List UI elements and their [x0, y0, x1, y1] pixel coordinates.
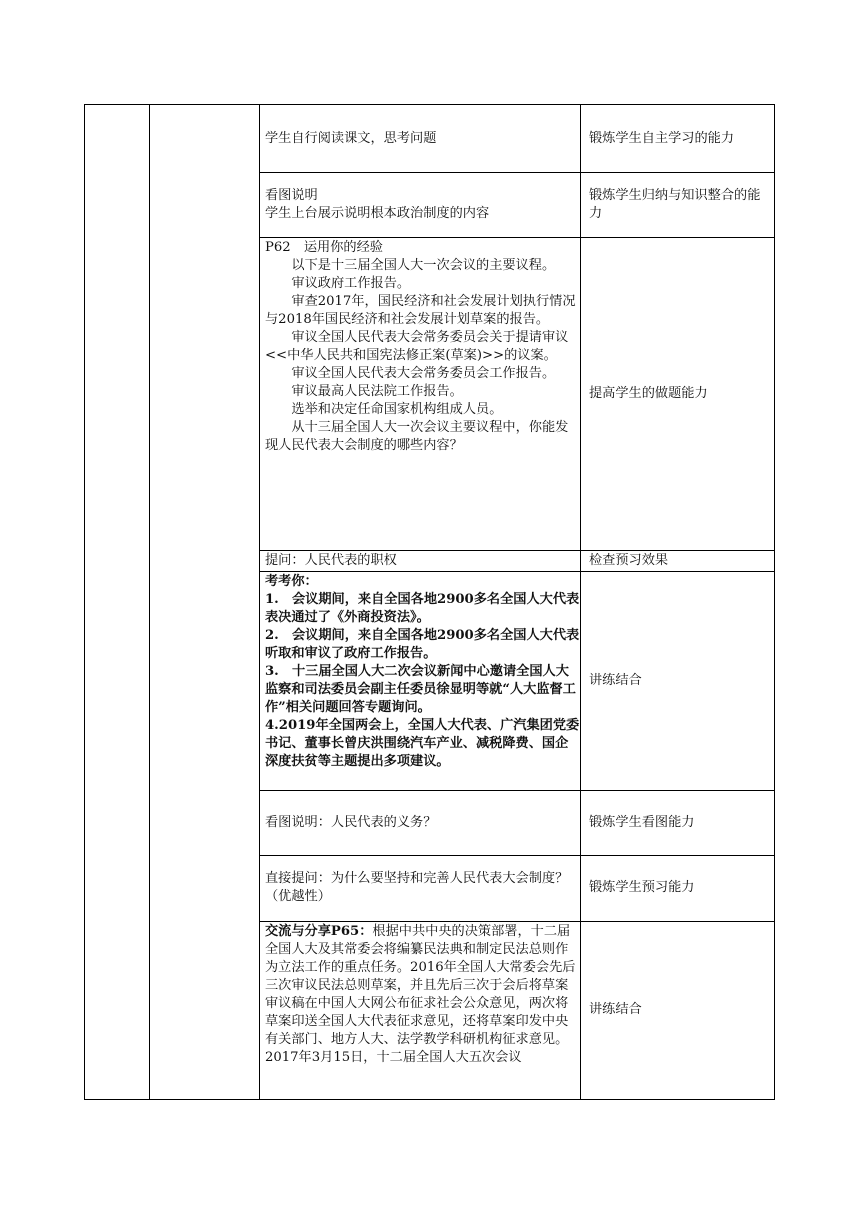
- activity-text: 学生自行阅读课文，思考问题: [265, 130, 437, 146]
- agenda-paragraph: 以下是十三届全国人大一次会议的主要议程。: [291, 258, 556, 273]
- share-paragraph: [265, 923, 581, 1067]
- goal-cell: [589, 172, 771, 237]
- activity-text: 提问：人民代表的职权: [265, 552, 397, 568]
- goal-cell: [589, 855, 771, 921]
- goal-cell: [589, 550, 771, 571]
- goal-text: 检查预习效果: [589, 552, 669, 568]
- activity-cell: [265, 105, 581, 172]
- goal-text: 锻炼学生看图能力: [589, 814, 695, 830]
- agenda-paragraph: 审查2017年，国民经济和社会发展计划执行情况与2018年国民经济和社会发展计划草案的报告。: [265, 294, 576, 327]
- quiz-item: 3. 十三届全国人大二次会议新闻中心邀请全国人大监察和司法委员会副主任委员徐显明等就“人大监督工作”相关问题回答专题询问。: [265, 664, 576, 715]
- activity-text: 直接提问：为什么要坚持和完善人民代表大会制度？（优越性）: [265, 871, 569, 904]
- activity-cell: [265, 239, 581, 549]
- column-divider-1: [149, 105, 150, 1099]
- share-body: 根据中共中央的决策部署，十二届全国人大及其常委会将编纂民法典和制定民法总则作为立法工作的重点任务。2016年全国人大常委会先后三次审议民法总则草案，并且先后三次于会后将草案审议稿在中国人大网公布征求社会公众意见，两次将草案印送全国人大代表征求意见，还将草案印发中央有关部门、地方人大、法学教学科研机构征求意见。2017年3月15日，十二届全国人大五次会议: [265, 924, 576, 1065]
- goal-text: 锻炼学生归纳与知识整合的能力: [589, 187, 761, 221]
- goal-text: 锻炼学生预习能力: [589, 880, 695, 895]
- goal-cell: [589, 571, 771, 790]
- activity-text: 看图说明: [265, 187, 318, 203]
- agenda-paragraph: 审议最高人民法院工作报告。: [291, 384, 463, 399]
- activity-cell: [265, 855, 581, 921]
- goal-text: 讲练结合: [589, 672, 642, 688]
- goal-text: 提高学生的做题能力: [589, 385, 708, 401]
- agenda-paragraph: 审议政府工作报告。: [291, 276, 411, 291]
- activity-cell: [265, 550, 581, 571]
- activity-text: 学生上台展示说明根本政治制度的内容: [265, 205, 490, 221]
- exercise-title: P62 运用你的经验: [265, 240, 383, 255]
- agenda-paragraph: 从十三届全国人大一次会议主要议程中，你能发现人民代表大会制度的哪些内容？: [265, 420, 569, 453]
- goal-cell: [589, 105, 771, 172]
- agenda-paragraph: 审议全国人民代表大会常务委员会工作报告。: [291, 366, 556, 381]
- column-divider-2: [259, 105, 260, 1099]
- quiz-cell: [265, 573, 581, 789]
- quiz-item: 2. 会议期间，来自全国各地2900多名全国人大代表听取和审议了政府工作报告。: [265, 628, 580, 661]
- goal-text: 讲练结合: [589, 1002, 642, 1017]
- goal-cell: [589, 921, 771, 1099]
- agenda-paragraph: 选举和决定任命国家机构组成人员。: [291, 402, 503, 417]
- goal-cell: [589, 790, 771, 855]
- activity-cell: [265, 923, 581, 1099]
- activity-cell: [265, 790, 581, 855]
- goal-cell: [589, 237, 771, 550]
- activity-text: 看图说明：人民代表的义务？: [265, 814, 437, 830]
- activity-cell: [265, 172, 581, 237]
- quiz-item: 1. 会议期间，来自全国各地2900多名全国人大代表表决通过了《外商投资法》。: [265, 592, 580, 625]
- quiz-item: 4.2019年全国两会上，全国人大代表、广汽集团党委书记、董事长曾庆洪围绕汽车产业、减税降费、国企深度扶贫等主题提出多项建议。: [265, 718, 580, 769]
- agenda-paragraph: 审议全国人民代表大会常务委员会关于提请审议<<中华人民共和国宪法修正案(草案)>>的议案。: [265, 330, 569, 363]
- goal-text: 锻炼学生自主学习的能力: [589, 130, 735, 146]
- quiz-title: 考考你：: [265, 574, 318, 589]
- share-lead: 交流与分享P65：: [265, 924, 373, 939]
- lesson-table: [84, 104, 775, 1100]
